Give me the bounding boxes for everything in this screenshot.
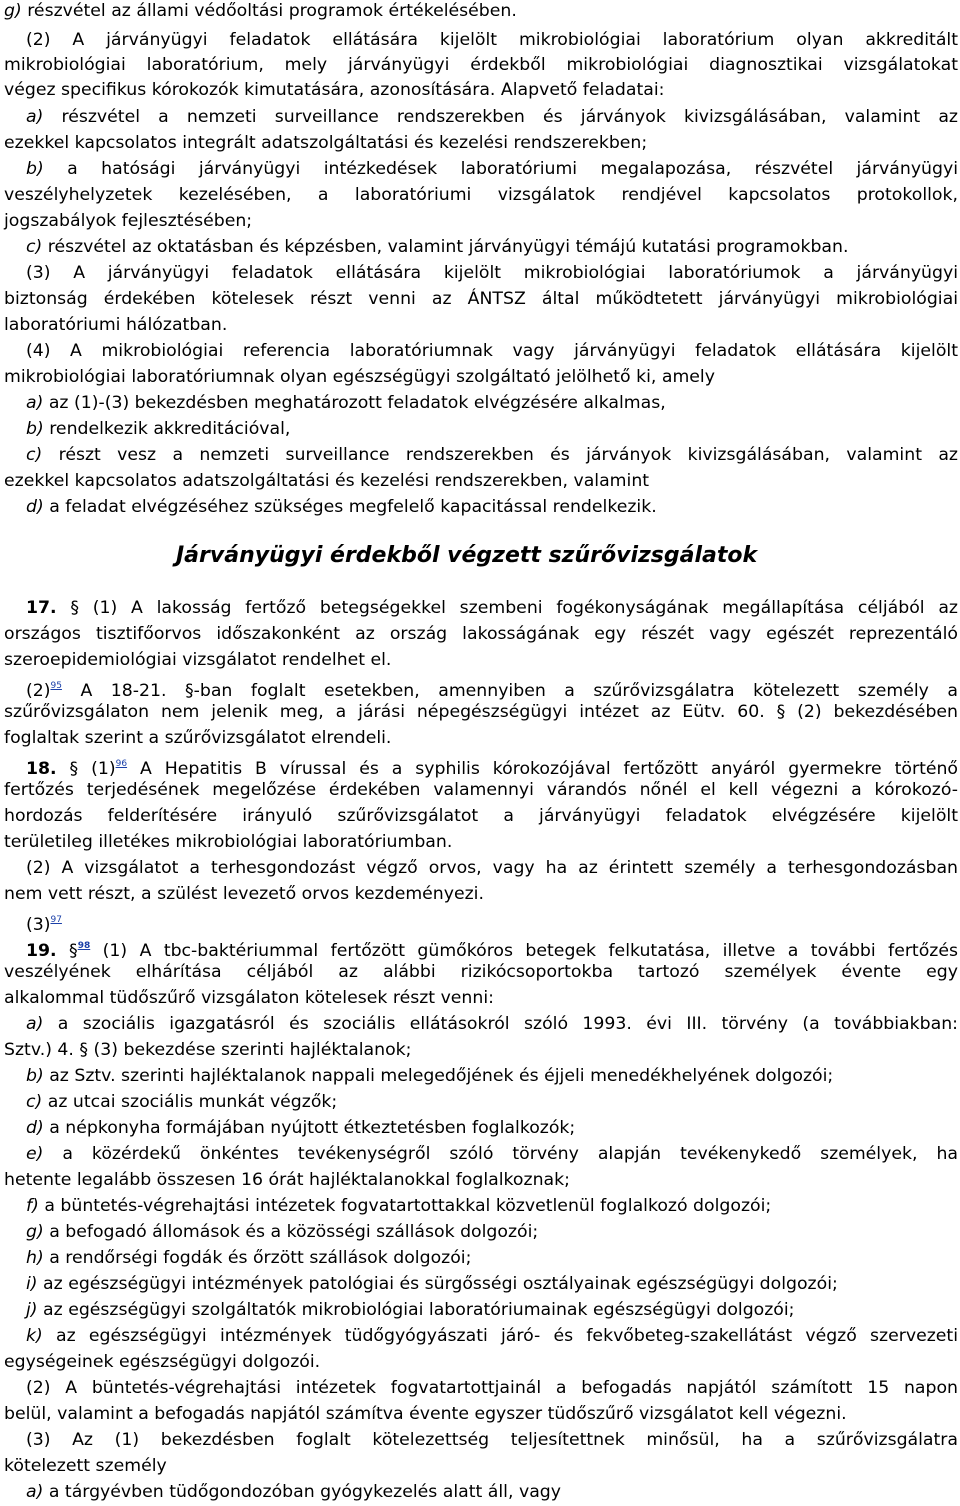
- text-segment: ezekkel kapcsolatos adatszolgáltatási és kezelési rendszerekben, valamint: [4, 471, 650, 491]
- footnote-link[interactable]: 95: [50, 681, 62, 691]
- text-segment: mikrobiológiai laboratórium, mely járványügyi érdekből mikrobiológiai diagnosztikai vizsgálatokat: [4, 55, 958, 75]
- text-segment: részvétel az állami védőoltási programok értékelésében.: [21, 1, 517, 21]
- footnote-link[interactable]: 96: [115, 759, 128, 769]
- text-line: [4, 159, 958, 179]
- text-segment: laboratóriumi hálózatban.: [4, 315, 228, 335]
- text-segment: a közérdekű önkéntes tevékenységről szóló törvény alapján tevékenykedő személyek, ha: [43, 1144, 958, 1164]
- text-line: [4, 1430, 958, 1450]
- text-line: [4, 263, 958, 283]
- text-line: [4, 1014, 958, 1034]
- list-marker: j): [26, 1300, 38, 1320]
- section-title: [176, 543, 758, 568]
- text-line: [4, 1170, 570, 1190]
- list-marker: c): [26, 237, 43, 257]
- list-marker: g): [4, 1, 22, 21]
- text-line: [26, 237, 848, 257]
- text-segment: rendelkezik akkreditációval,: [43, 419, 291, 439]
- text-line: [26, 393, 666, 413]
- text-segment: részvétel a nemzeti surveillance rendszerekben és járványok kivizsgálásában, valamint az: [43, 107, 958, 127]
- list-marker: i): [26, 1274, 38, 1294]
- text-segment: Sztv.) 4. § (3) bekezdése szerinti hajléktalanok;: [4, 1040, 412, 1060]
- text-segment: § (1) A lakosság fertőző betegségekkel szembeni fogékonyságának megállapítása céljából az: [56, 598, 958, 618]
- text-segment: országos tisztifőorvos időszakonként az ország lakosságának egy részét vagy egészét reprezentáló: [4, 624, 958, 644]
- list-marker: f): [26, 1196, 39, 1216]
- text-line: [26, 1300, 795, 1320]
- text-segment: területileg illetékes mikrobiológiai laboratóriumban.: [4, 832, 453, 852]
- text-segment: § (1): [56, 759, 116, 779]
- text-line: [4, 832, 452, 852]
- text-line: [4, 1144, 958, 1164]
- text-segment: §: [56, 941, 78, 961]
- text-line: [4, 702, 958, 722]
- text-line: [4, 780, 958, 800]
- text-segment: hordozás felderítésére irányuló szűrővizsgálatot a járványügyi feladatok elvégzésére kijelölt: [4, 806, 958, 826]
- text-segment: ezekkel kapcsolatos integrált adatszolgáltatási és kezelési rendszerekben;: [4, 133, 648, 153]
- text-line: [4, 962, 958, 982]
- text-line: [4, 30, 958, 50]
- list-marker: b): [26, 159, 44, 179]
- list-marker: d): [26, 1118, 44, 1138]
- text-line: [4, 80, 664, 100]
- list-marker: a): [26, 1482, 44, 1502]
- text-segment: a szociális igazgatásról és szociális ellátásokról szóló 1993. évi III. törvény (a továbbiakban:: [43, 1014, 958, 1034]
- text-line: [26, 497, 657, 517]
- text-segment: (2) A vizsgálatot a terhesgondozást végző orvos, vagy ha az érintett személy a terhesgondozásban: [26, 858, 958, 878]
- text-segment: belül, valamint a befogadás napjától számítva évente egyszer tüdőszűrő vizsgálatot kell végezni.: [4, 1404, 847, 1424]
- list-marker: e): [26, 1144, 44, 1164]
- text-line: [26, 1092, 337, 1112]
- text-line: [26, 1222, 538, 1242]
- text-segment: a befogadó állomások és a közösségi szállások dolgozói;: [43, 1222, 539, 1242]
- text-segment: az egészségügyi intézmények patológiai és sürgősségi osztályainak egészségügyi dolgozói;: [37, 1274, 838, 1294]
- text-line: [4, 107, 958, 127]
- text-line: [4, 728, 391, 748]
- text-segment: a büntetés-végrehajtási intézetek fogvatartottakkal közvetlenül foglalkozó dolgozói;: [38, 1196, 772, 1216]
- text-segment: nem vett részt, a szülést levezető orvos kezdeményezi.: [4, 884, 484, 904]
- text-line: [4, 445, 958, 465]
- text-line: [26, 1274, 838, 1294]
- list-marker: b): [26, 419, 44, 439]
- text-segment: részt vesz a nemzeti surveillance rendszerekben és járványok kivizsgálásában, valamint az: [42, 445, 958, 465]
- text-segment: A 18-21. §-ban foglalt esetekben, amennyiben a szűrővizsgálatra kötelezett személy a: [61, 681, 958, 701]
- list-marker: b): [26, 1066, 44, 1086]
- list-marker: c): [26, 445, 43, 465]
- text-line: [4, 1352, 320, 1372]
- text-segment: alkalommal tüdőszűrő vizsgálaton kötelesek részt venni:: [4, 988, 494, 1008]
- text-segment: a népkonyha formájában nyújtott étkeztetésben foglalkozók;: [43, 1118, 576, 1138]
- list-marker: a): [26, 107, 44, 127]
- text-segment: a tárgyévben tüdőgondozóban gyógykezelés alatt áll, vagy: [43, 1482, 561, 1502]
- list-marker: c): [26, 1092, 43, 1112]
- text-line: [4, 1378, 958, 1398]
- text-line: [4, 1326, 958, 1346]
- text-segment: az egészségügyi intézmények tüdőgyógyászati járó- és fekvőbeteg-szakellátást végző szervezeti: [42, 1326, 958, 1346]
- text-line: [26, 419, 290, 439]
- text-segment: (3) Az (1) bekezdésben foglalt kötelezettség teljesítettnek minősül, ha a szűrővizsgálatra: [26, 1430, 958, 1450]
- text-line: [4, 367, 715, 387]
- text-segment: az Sztv. szerinti hajléktalanok nappali melegedőjének és éjjeli menedékhelyének dolgozói;: [43, 1066, 834, 1086]
- text-line: [4, 598, 958, 618]
- text-line: [4, 341, 958, 361]
- text-segment: (2): [26, 681, 51, 701]
- text-segment: foglaltak szerint a szűrővizsgálatot elrendeli.: [4, 728, 392, 748]
- list-marker: g): [26, 1222, 44, 1242]
- text-segment: A Hepatitis B vírussal és a syphilis kórokozójával fertőzött anyáról gyermekre történő: [127, 759, 959, 779]
- text-segment: (3) A járványügyi feladatok ellátására kijelölt mikrobiológiai laboratóriumok a járványügyi: [26, 263, 958, 283]
- text-segment: az egészségügyi szolgáltatók mikrobiológiai laboratóriumainak egészségügyi dolgozói;: [37, 1300, 795, 1320]
- text-line: [4, 650, 391, 670]
- text-segment: a feladat elvégzéséhez szükséges megfelelő kapacitással rendelkezik.: [43, 497, 657, 517]
- text-segment: a hatósági járványügyi intézkedések laboratóriumi megalapozása, részvétel járványügyi: [43, 159, 958, 179]
- section-number: 17.: [26, 598, 57, 618]
- text-line: [4, 315, 227, 335]
- text-segment: jogszabályok fejlesztésében;: [4, 211, 253, 231]
- text-line: [4, 884, 484, 904]
- text-segment: részvétel az oktatásban és képzésben, valamint járványügyi témájú kutatási programokban.: [42, 237, 849, 257]
- text-line: [26, 910, 62, 935]
- text-segment: hetente legalább összesen 16 órát hajléktalanokkal foglalkoznak;: [4, 1170, 570, 1190]
- section-number: 19.: [26, 941, 57, 961]
- text-segment: az utcai szociális munkát végzők;: [42, 1092, 338, 1112]
- text-segment: (2) A járványügyi feladatok ellátására kijelölt mikrobiológiai laboratórium olyan akkreditált: [26, 30, 958, 50]
- text-line: [4, 988, 494, 1008]
- text-line: [26, 1482, 561, 1502]
- list-marker: h): [26, 1248, 44, 1268]
- text-segment: (1) A tbc-baktériummal fertőzött gümőkóros betegek felkutatása, illetve a további fertőzés: [90, 941, 958, 961]
- text-line: [26, 1066, 833, 1086]
- text-line: [4, 806, 958, 826]
- text-segment: (2) A büntetés-végrehajtási intézetek fogvatartottjainál a befogadás napjától számított 15 napon: [26, 1378, 958, 1398]
- text-line: [4, 133, 647, 153]
- text-line: [26, 1248, 471, 1268]
- text-segment: veszélyhelyzetek kezelésében, a laboratóriumi vizsgálatok rendjével kapcsolatos protokollok,: [4, 185, 958, 205]
- text-line: [4, 858, 958, 878]
- text-segment: mikrobiológiai laboratóriumnak olyan egészségügyi szolgáltató jelölhető ki, amely: [4, 367, 715, 387]
- text-segment: veszélyének elhárítása céljából az alábbi rizikócsoportokba tartozó személyek évente egy: [4, 962, 958, 982]
- text-line: [4, 211, 252, 231]
- text-line: [4, 1, 517, 21]
- list-marker: a): [26, 393, 44, 413]
- text-segment: szűrővizsgálaton nem jelenik meg, a járási népegészségügyi intézet az Eütv. 60. § (2) bekezdésében: [4, 702, 958, 722]
- text-segment: kötelezett személy: [4, 1456, 167, 1476]
- text-segment: a rendőrségi fogdák és őrzött szállások dolgozói;: [43, 1248, 472, 1268]
- text-line: [4, 55, 958, 75]
- text-segment: (3): [26, 915, 51, 935]
- footnote-link[interactable]: 98: [77, 941, 91, 951]
- text-segment: végez specifikus kórokozók kimutatására, azonosítására. Alapvető feladatai:: [4, 80, 665, 100]
- text-line: [26, 1118, 575, 1138]
- text-segment: Járványügyi érdekből végzett szűrővizsgálatok: [176, 543, 758, 568]
- text-segment: egységeinek egészségügyi dolgozói.: [4, 1352, 321, 1372]
- text-line: [4, 936, 958, 961]
- text-line: [4, 676, 958, 701]
- text-segment: szeroepidemiológiai vizsgálatot rendelhet el.: [4, 650, 392, 670]
- text-line: [4, 185, 958, 205]
- text-line: [4, 1456, 167, 1476]
- list-marker: a): [26, 1014, 44, 1034]
- text-segment: fertőzés terjedésének megelőzése érdekében valamennyi várandós nőnél el kell végezni a kórokozó-: [4, 780, 958, 800]
- text-line: [4, 1040, 411, 1060]
- text-line: [4, 624, 958, 644]
- section-number: 18.: [26, 759, 57, 779]
- text-line: [4, 471, 649, 491]
- text-segment: az (1)-(3) bekezdésben meghatározott feladatok elvégzésére alkalmas,: [43, 393, 666, 413]
- text-line: [4, 289, 958, 309]
- list-marker: k): [26, 1326, 43, 1346]
- text-line: [26, 1196, 771, 1216]
- text-line: [4, 1404, 847, 1424]
- text-segment: (4) A mikrobiológiai referencia laboratóriumnak vagy járványügyi feladatok ellátására kijelölt: [26, 341, 958, 361]
- text-line: [4, 754, 958, 779]
- text-segment: biztonság érdekében kötelesek részt venni az ÁNTSZ által működtetett járványügyi mikrobiológiai: [4, 289, 958, 309]
- footnote-link[interactable]: 97: [50, 915, 62, 925]
- list-marker: d): [26, 497, 44, 517]
